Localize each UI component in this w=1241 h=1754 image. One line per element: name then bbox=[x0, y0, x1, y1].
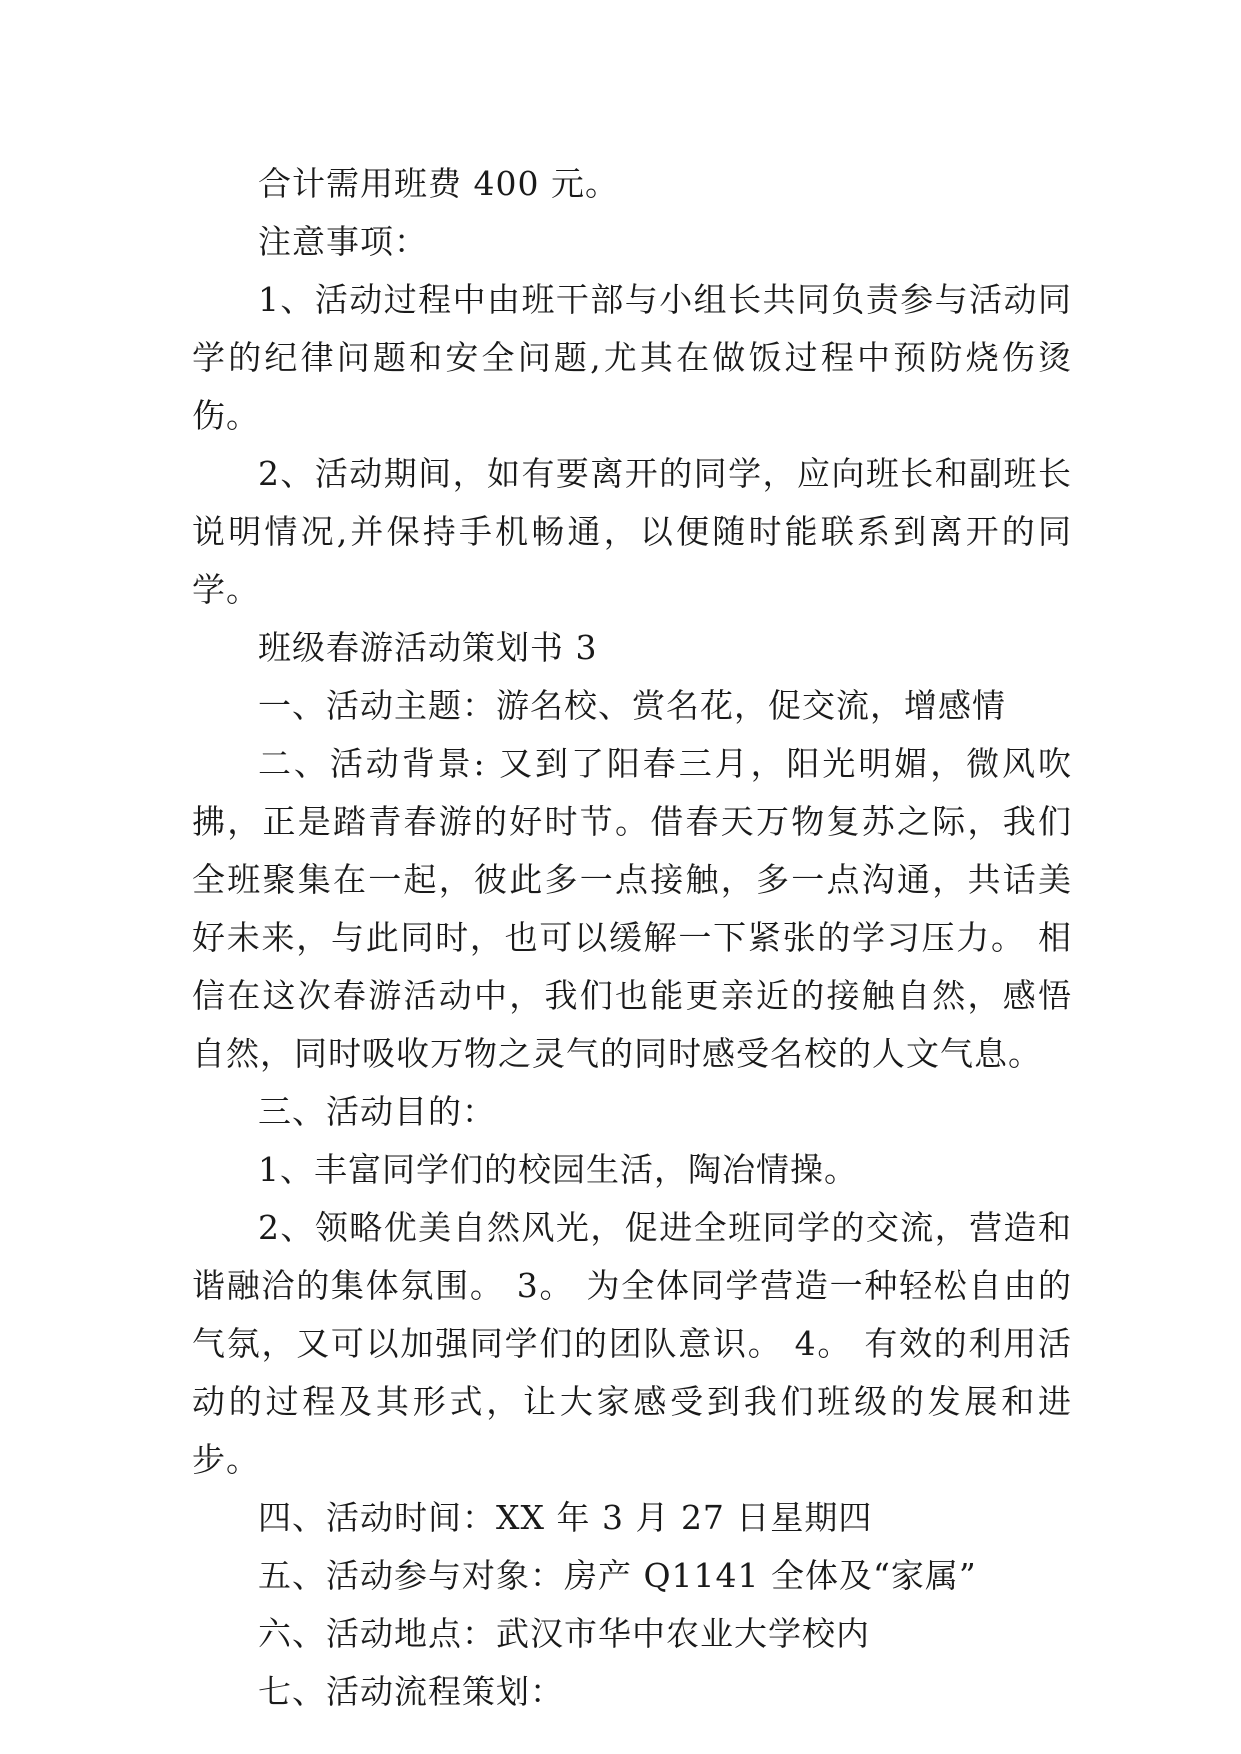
paragraph-notes-heading: 注意事项： bbox=[258, 222, 428, 261]
paragraph-note-2: 2、活动期间，如有要离开的同学，应向班长和副班长说明情况,并保持手机畅通，以便随时能联系到离开的同学。 bbox=[192, 454, 1072, 609]
paragraph-purpose-1: 1、丰富同学们的校园生活，陶冶情操。 bbox=[258, 1150, 858, 1189]
paragraph-participants: 五、活动参与对象：房产 Q1141 全体及“家属” bbox=[258, 1556, 977, 1595]
section-title: 班级春游活动策划书 3 bbox=[258, 628, 598, 667]
paragraph-note-1: 1、活动过程中由班干部与小组长共同负责参与活动同学的纪律问题和安全问题,尤其在做饭过程中预防烧伤烫伤。 bbox=[192, 280, 1072, 435]
paragraph-time: 四、活动时间：XX 年 3 月 27 日星期四 bbox=[258, 1498, 873, 1537]
paragraph-background: 二、活动背景: 又到了阳春三月，阳光明媚，微风吹拂，正是踏青春游的好时节。借春天万物复苏之际，我们全班聚集在一起，彼此多一点接触，多一点沟通，共话美好未来，与此同时，也可以缓解一下紧张的学习压力。 相信在这次春游活动中，我们也能更亲近的接触自然，感悟自然，同时吸收万物之灵气的同时感受名校的人文气息。 bbox=[192, 744, 1072, 1073]
paragraph-purpose-heading: 三、活动目的： bbox=[258, 1092, 496, 1131]
paragraph-total-fee: 合计需用班费 400 元。 bbox=[258, 164, 619, 203]
paragraph-process-heading: 七、活动流程策划： bbox=[258, 1672, 564, 1711]
paragraph-purpose-2: 2、领略优美自然风光，促进全班同学的交流，营造和谐融洽的集体氛围。 3。 为全体同学营造一种轻松自由的气氛，又可以加强同学们的团队意识。 4。 有效的利用活动的过程及其形式，让大家感受到我们班级的发展和进步。 bbox=[192, 1208, 1072, 1479]
paragraph-location: 六、活动地点：武汉市华中农业大学校内 bbox=[258, 1614, 870, 1653]
document-body bbox=[192, 155, 1072, 1721]
paragraph-theme: 一、活动主题：游名校、赏名花，促交流，增感情 bbox=[258, 686, 1006, 725]
